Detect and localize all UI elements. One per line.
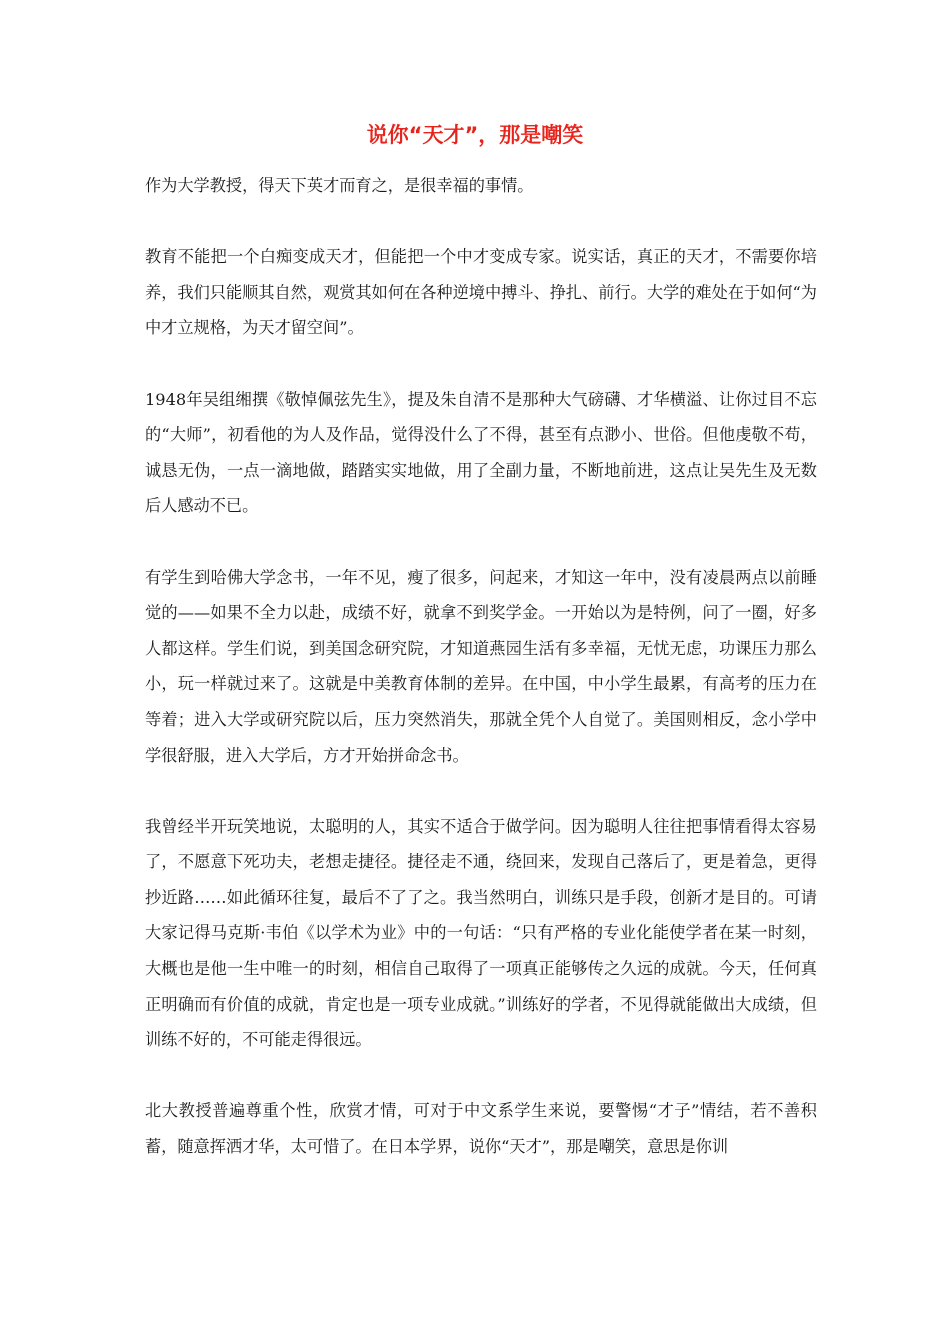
document-body bbox=[145, 168, 817, 1200]
paragraph: 教育不能把一个白痴变成天才，但能把一个中才变成专家。说实话，真正的天才，不需要你培养，我们只能顺其自然，观赏其如何在各种逆境中搏斗、挣扎、前行。大学的难处在于如何“为中才立规格，为天才留空间”。 bbox=[145, 247, 817, 338]
paragraph: 作为大学教授，得天下英才而育之，是很幸福的事情。 bbox=[145, 176, 534, 195]
document-title: 说你“天才”，那是嘲笑 bbox=[366, 123, 584, 147]
paragraph: 1948年吴组缃撰《敬悼佩弦先生》，提及朱自清不是那种大气磅礴、才华横溢、让你过目不忘的“大师”，初看他的为人及作品，觉得没什么了不得，甚至有点渺小、世俗。但他虔敬不苟，诚恳无伪，一点一滴地做，踏踏实实地做，用了全副力量，不断地前进，这点让吴先生及无数后人感动不已。 bbox=[145, 389, 817, 516]
paragraph: 北大教授普遍尊重个性，欣赏才情，可对于中文系学生来说，要警惕“才子”情结，若不善积蓄，随意挥洒才华，太可惜了。在日本学界，说你“天才”，那是嘲笑，意思是你训 bbox=[145, 1101, 817, 1157]
paragraph: 有学生到哈佛大学念书，一年不见，瘦了很多，问起来，才知这一年中，没有凌晨两点以前睡觉的——如果不全力以赴，成绩不好，就拿不到奖学金。一开始以为是特例，问了一圈，好多人都这样。学生们说，到美国念研究院，才知道燕园生活有多幸福，无忧无虑，功课压力那么小，玩一样就过来了。这就是中美教育体制的差异。在中国，中小学生最累，有高考的压力在等着；进入大学或研究院以后，压力突然消失，那就全凭个人自觉了。美国则相反，念小学中学很舒服，进入大学后，方才开始拼命念书。 bbox=[145, 567, 817, 765]
paragraph: 我曾经半开玩笑地说，太聪明的人，其实不适合于做学问。因为聪明人往往把事情看得太容易了，不愿意下死功夫，老想走捷径。捷径走不通，绕回来，发现自己落后了，更是着急，更得抄近路……如此循环往复，最后不了了之。我当然明白，训练只是手段，创新才是目的。可请大家记得马克斯·韦伯《以学术为业》中的一句话：“只有严格的专业化能使学者在某一时刻，大概也是他一生中唯一的时刻，相信自己取得了一项真正能够传之久远的成就。今天，任何真正明确而有价值的成就，肯定也是一项专业成就。”训练好的学者，不见得就能做出大成绩，但训练不好的，不可能走得很远。 bbox=[145, 816, 817, 1050]
